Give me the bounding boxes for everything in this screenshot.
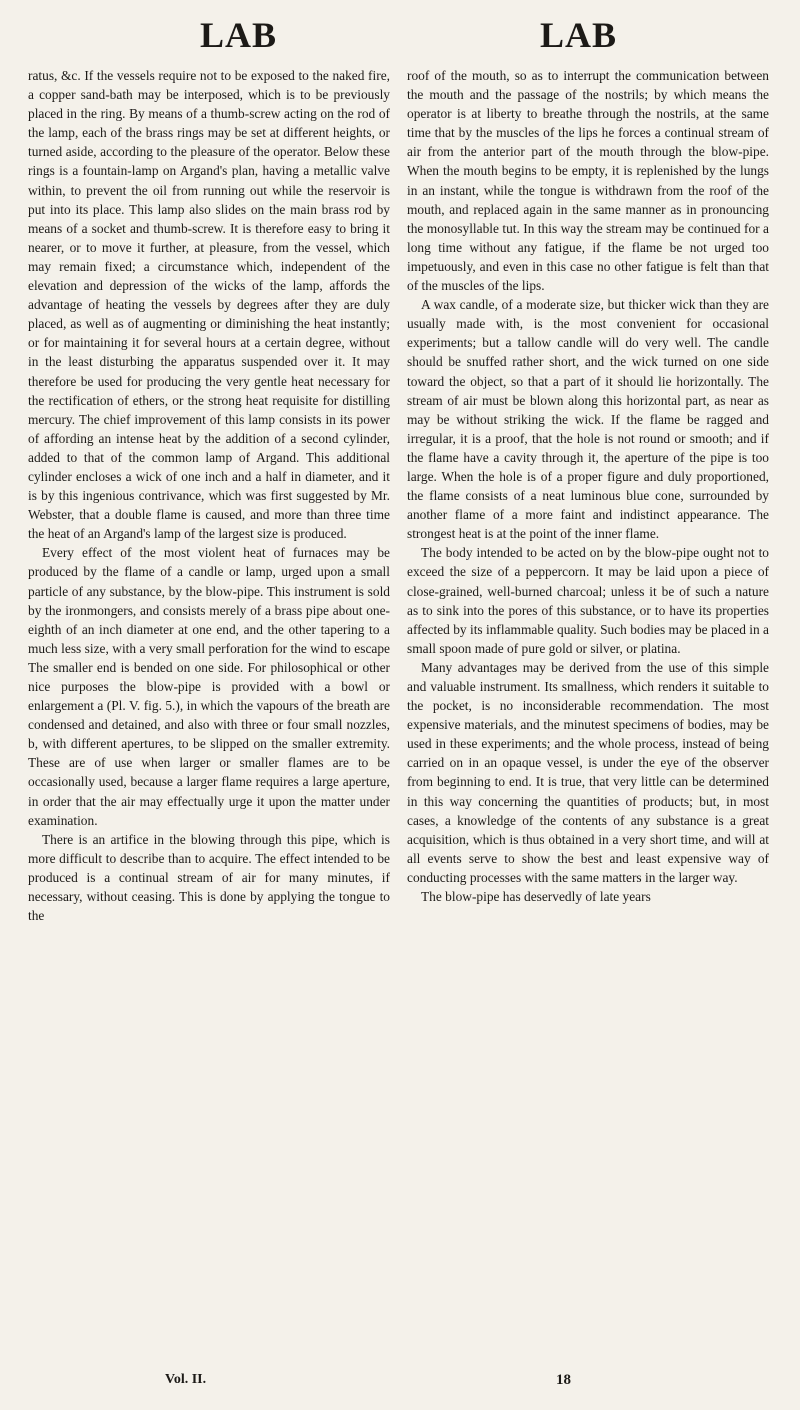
running-head-right: LAB <box>540 15 618 55</box>
paragraph: ratus, &c. If the vessels require not to be exposed to the naked fire, a copper sand-bath may be interposed, which is to be previously placed in the ring. By means of a thumb-screw acting on the rod of the lamp, each of the brass rings may be set at different heights, or turned aside, according to the pleasure of the operator. Below these rings is a fountain-lamp on Argand's plan, having a metallic valve within, to prevent the oil from running out while the reservoir is put into its place. This lamp also slides on the main brass rod by means of a socket and thumb-screw. It is therefore easy to bring it nearer, or to move it further, at pleasure, from the vessel, which may remain fixed; a circumstance which, independent of the elevation and depression of the wicks of the lamp, affords the advantage of heating the vessels by degrees after they are duly placed, as well as of augmenting or diminishing the heat instantly; or for maintaining it for several hours at a certain degree, without in the least disturbing the apparatus suspended over it. It may therefore be used for producing the very gentle heat necessary for the rectification of ethers, or the strong heat requisite for distilling mercury. The chief improvement of this lamp consists in its power of affording an intense heat by the addition of a second cylinder, added to that of the common lamp of Argand. This additional cylinder encloses a wick of one inch and a half in diameter, and it is by this ingenious contrivance, which was first suggested by Mr. Webster, that a double flame is caused, and more than three time the heat of an Argand's lamp of the largest size is produced. <box>28 68 390 542</box>
paragraph: The blow-pipe has deservedly of late years <box>421 889 651 905</box>
paragraph: roof of the mouth, so as to interrupt the communication between the mouth and the passage of the nostrils; by which means the operator is at liberty to breathe through the nostrils, at the same time that by the muscles of the lips he forces a continual stream of air from the anterior part of the mouth through the blow-pipe. When the mouth begins to be empty, it is replenished by the lungs in an instant, while the tongue is withdrawn from the roof of the mouth, and replaced again in the same manner as in pronouncing the monosyllable tut. In this way the stream may be continued for a long time without any fatigue, if the flame be not urged too impetuously, and even in this case no other fatigue is felt than that of the muscles of the lips. <box>407 68 769 294</box>
page-footer <box>0 1372 800 1402</box>
paragraph: The body intended to be acted on by the blow-pipe ought not to exceed the size of a peppercorn. It may be laid upon a piece of close-grained, well-burned charcoal; unless it be of such a nature as to sink into the pores of this substance, or to have its properties affected by its inflammable quality. Such bodies may be placed in a small spoon made of pure gold or silver, or platina. <box>407 545 769 656</box>
volume-signature: Vol. II. <box>165 1372 207 1387</box>
paragraph: Many advantages may be derived from the use of this simple and valuable instrument. Its smallness, which renders it suitable to the pocket, is no inconsiderable recommendation. The most expensive materials, and the minutest specimens of bodies, may be used in these experiments; and the whole process, instead of being carried on in an opaque vessel, is under the eye of the observer from beginning to end. It is true, that very little can be determined in this way concerning the quantities of products; but, in most cases, a knowledge of the contents of any substance is a great acquisition, which is thus obtained in a very short time, and will at all events serve to show the best and least expensive way of conducting processes with the same matters in the larger way. <box>407 659 769 885</box>
paragraph: Every effect of the most violent heat of furnaces may be produced by the flame of a candle or lamp, urged upon a small particle of any substance, by the blow-pipe. This instrument is sold by the ironmongers, and consists merely of a brass pipe about one-eighth of an inch diameter at one end, and the other tapering to a much less size, with a very small perforation for the wind to escape The smaller end is bended on one side. For philosophical or other nice purposes the blow-pipe is provided with a bowl or enlargement a (Pl. V. fig. 5.), in which the vapours of the breath are condensed and detained, and also with three or four small nozzles, b, with different apertures, to be slipped on the smaller extremity. These are of use when larger or smaller flames are to be occasionally used, because a larger flame requires a large aperture, in order that the air may effectually urge it upon the matter under examination. <box>28 545 390 828</box>
running-header <box>0 0 800 64</box>
paragraph: A wax candle, of a moderate size, but thicker wick than they are usually made with, is the most convenient for occasional experiments; but a tallow candle will do very well. The candle should be snuffed rather short, and the wick turned on one side toward the object, so that a part of it should lie horizontally. The stream of air must be blown along this horizontal part, as near as may be without striking the wick. If the flame be ragged and irregular, it is a proof, that the hole is not round or smooth; and if the flame have a cavity through it, the aperture of the pipe is too large. When the hole is of a proper figure and duly proportioned, the flame consists of a neat luminous blue cone, surrounded by another flame of a more faint and indistinct appearance. The strongest heat is at the point of the inner flame. <box>407 297 769 542</box>
signature-mark: 18 <box>556 1372 571 1388</box>
right-column <box>407 66 769 906</box>
running-head-left: LAB <box>200 15 278 55</box>
paragraph: There is an artifice in the blowing through this pipe, which is more difficult to describe than to acquire. The effect intended to be produced is a continual stream of air for many minutes, if necessary, without ceasing. This is done by applying the tongue to the <box>28 831 390 924</box>
left-column <box>28 66 390 925</box>
